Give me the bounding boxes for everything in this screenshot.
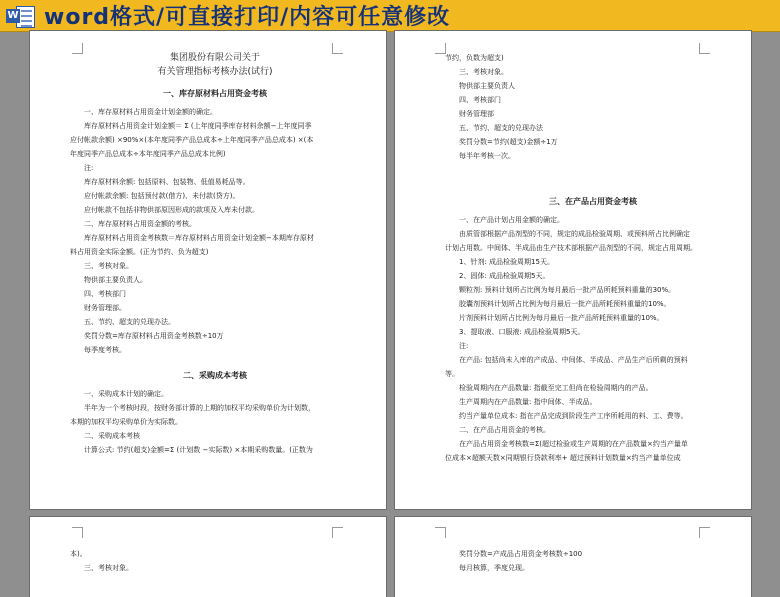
paragraph-line: 应付帐款余额) ×90%×(本年度同季产品总成本÷上年度同季产品总成本) ×(本 bbox=[70, 136, 314, 144]
crop-mark bbox=[435, 527, 446, 538]
document-title-line2: 有关管理指标考核办法(试行) bbox=[157, 67, 273, 77]
paragraph-line: 库存原材料占用资金考核数＝库存原材料占用资金计划金额−本期库存原材 bbox=[84, 234, 314, 242]
paragraph-line: 片剂预料计划所占比例为每月最后一批产品所耗预料重量的10%。 bbox=[459, 314, 664, 322]
paragraph-line: 物供部主要负责人 bbox=[459, 82, 515, 90]
paragraph-line: 节约，负数为超支) bbox=[445, 54, 504, 62]
paragraph-line: 在产品占用资金考核数=Σ(超过检验或生产周期的在产品数量×约当产量单 bbox=[459, 440, 688, 448]
paragraph-line: 本期的加权平均采购单价为实际数。 bbox=[70, 418, 182, 426]
section-heading: 三、在产品占用资金考核 bbox=[549, 197, 637, 206]
paragraph-line: 三、考核对象。 bbox=[84, 262, 133, 270]
paragraph-line: 等。 bbox=[445, 370, 459, 378]
paragraph-line: 库存原材料余额: 包括原料、包装物、低值易耗品等。 bbox=[84, 178, 250, 186]
document-page-2 bbox=[395, 31, 751, 509]
paragraph-line: 1、针剂: 成品检验周期15天。 bbox=[459, 258, 554, 266]
paragraph-line: 五、节约、超支的兑现办法 bbox=[459, 124, 543, 132]
document-title-line1: 集团股份有限公司关于 bbox=[169, 53, 260, 63]
paragraph-line: 一、采购成本计划的确定。 bbox=[84, 390, 168, 398]
paragraph-line: 2、固体: 成品检验周期5天。 bbox=[459, 272, 550, 280]
paragraph-line: 应付帐款余额: 包括预付款(借方)、未付款(贷方)。 bbox=[84, 192, 240, 200]
paragraph-line: 计划占用数。中间体、半成品由生产技术部根据产品剂型的不同，规定占用周期。 bbox=[445, 244, 697, 252]
paragraph-line: 检验周期内在产品数量: 指截至完工但尚在检验周期内的产品。 bbox=[459, 384, 653, 392]
paragraph-line: 约当产量单位成本: 指在产品完成到阶段生产工序所耗用的料、工、费等。 bbox=[459, 412, 688, 420]
paragraph-line: 每月核算，季度兑现。 bbox=[459, 564, 529, 572]
paragraph-line: 库存原材料占用资金计划金额＝ Σ (上年度同季库存材料余额−上年度同季 bbox=[84, 122, 312, 130]
paragraph-line: 胶囊剂预料计划所占比例为每月最后一批产品所耗预料重量的10%。 bbox=[459, 300, 671, 308]
promo-banner bbox=[0, 0, 780, 32]
paragraph-line: 奖罚分数=节约(超支)金额÷1万 bbox=[459, 138, 558, 146]
paragraph-line: 一、在产品计划占用金额的确定。 bbox=[459, 216, 564, 224]
crop-mark bbox=[332, 527, 343, 538]
paragraph-line: 五、节约、超支的兑现办法。 bbox=[84, 318, 175, 326]
document-page-3 bbox=[30, 517, 386, 597]
banner-title: word格式/可直接打印/内容可任意修改 bbox=[44, 5, 451, 30]
paragraph-line: 料占用资金实际金额。(正为节约、负为超支) bbox=[70, 248, 209, 256]
paragraph-line: 颗粒剂: 预料计划所占比例为每月最后一批产品所耗预料重量的30%。 bbox=[459, 286, 676, 294]
paragraph-line: 半年为一个考核时段，按财务部计算的上期的加权平均采购单价为计划数， bbox=[84, 404, 315, 412]
crop-mark bbox=[699, 527, 710, 538]
paragraph-line: 三、考核对象。 bbox=[84, 564, 133, 572]
paragraph-line: 由质管部根据产品剂型的不同，规定的成品检验周期、或预料所占比例确定 bbox=[459, 230, 690, 238]
paragraph-line: 奖罚分数=库存原材料占用资金考核数÷10万 bbox=[84, 332, 224, 340]
paragraph-line: 二、在产品占用资金的考核。 bbox=[459, 426, 550, 434]
paragraph-line: 年度同季产品总成本÷本年度同季产品总成本比例) bbox=[70, 150, 226, 158]
paragraph-line: 二、库存原材料占用资金额的考核。 bbox=[84, 220, 196, 228]
paragraph-line: 一、库存原材料占用资金计划金额的确定。 bbox=[84, 108, 217, 116]
paragraph-line: 注: bbox=[84, 164, 94, 172]
paragraph-line: 四、考核部门 bbox=[84, 290, 126, 298]
document-page-1 bbox=[30, 31, 386, 509]
paragraph-line: 每半年考核一次。 bbox=[459, 152, 515, 160]
paragraph-line: 生产周期内在产品数量: 指中间体、半成品。 bbox=[459, 398, 597, 406]
paragraph-line: 物供部主要负责人。 bbox=[84, 276, 147, 284]
paragraph-line: 三、考核对象。 bbox=[459, 68, 508, 76]
document-page-4 bbox=[395, 517, 751, 597]
crop-mark bbox=[72, 527, 83, 538]
paragraph-line: 注: bbox=[459, 342, 469, 350]
paragraph-line: 每季度考核。 bbox=[84, 346, 126, 354]
paragraph-line: 财务管理部 bbox=[459, 110, 494, 118]
paragraph-line: 计算公式: 节约(超支)金额=Σ (计划数 −实际数) ×本期采购数量。(正数为 bbox=[84, 446, 313, 454]
paragraph-line: 在产品: 包括尚未入库的产成品、中间体、半成品、产品生产后所剩的预料 bbox=[459, 356, 688, 364]
word-document-icon bbox=[6, 5, 36, 27]
section-heading: 二、采购成本考核 bbox=[183, 371, 247, 380]
paragraph-line: 本)。 bbox=[70, 550, 87, 558]
paragraph-line: 财务管理部。 bbox=[84, 304, 126, 312]
paragraph-line: 应付帐款不包括非物供部原因形成的款项及入库未付款。 bbox=[84, 206, 259, 214]
paragraph-line: 奖罚分数=产成品占用资金考核数÷100 bbox=[459, 550, 583, 558]
section-heading: 一、库存原材料占用资金考核 bbox=[163, 89, 267, 98]
paragraph-line: 二、采购成本考核 bbox=[84, 432, 140, 440]
paragraph-line: 位成本×超额天数×同期银行贷款利率+ 超过预料计划数量×约当产量单位成 bbox=[445, 454, 681, 462]
paragraph-line: 3、提取液、口服液: 成品检验周期5天。 bbox=[459, 328, 585, 336]
word-icon-letter: W bbox=[7, 9, 19, 21]
paragraph-line: 四、考核部门 bbox=[459, 96, 501, 104]
